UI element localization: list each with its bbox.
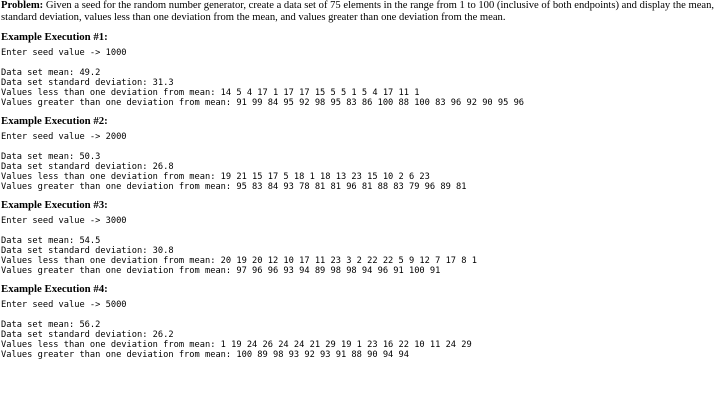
blank-line (0, 310, 716, 320)
std-line: Data set standard deviation: 31.3 (1, 78, 174, 88)
mean-line: Data set mean: 54.5 (1, 236, 101, 246)
less-values-line: Values less than one deviation from mean: 19 21 15 17 5 18 1 18 13 23 15 10 2 6 23 (1, 172, 430, 182)
greater-values-line: Values greater than one deviation from mean: 95 83 84 93 78 81 81 96 81 88 83 79 96 89 81 (1, 182, 467, 192)
less-values-line: Values less than one deviation from mean: 1 19 24 26 24 24 21 29 19 1 23 16 22 10 11 24 29 (1, 340, 472, 350)
mean-line: Data set mean: 50.3 (1, 152, 101, 162)
seed-prompt: Enter seed value -> 3000 (1, 216, 127, 226)
greater-values-line: Values greater than one deviation from mean: 100 89 98 93 92 93 91 88 90 94 94 (1, 350, 409, 360)
blank-line (0, 226, 716, 236)
seed-prompt: Enter seed value -> 2000 (1, 132, 127, 142)
example-heading: Example Execution #1: (1, 31, 108, 43)
problem-text: Given a seed for the random number generator, create a data set of 75 elements in the range from 1 to 100 (inclusive of both endpoints) and display the mean, standard deviation, values less than one deviation from the mean, and values greater than one deviation from the mean. (1, 0, 715, 23)
greater-values-line: Values greater than one deviation from mean: 97 96 96 93 94 89 98 98 94 96 91 100 91 (1, 266, 441, 276)
example-3 (0, 199, 716, 276)
less-values-line: Values less than one deviation from mean: 20 19 20 12 10 17 11 23 3 2 22 22 5 9 12 7 17 8 1 (1, 256, 477, 266)
example-4 (0, 283, 716, 360)
problem-label: Problem: (1, 0, 44, 11)
blank-line (0, 142, 716, 152)
example-heading: Example Execution #2: (1, 115, 108, 127)
std-line: Data set standard deviation: 26.8 (1, 162, 174, 172)
mean-line: Data set mean: 49.2 (1, 68, 101, 78)
example-heading: Example Execution #3: (1, 199, 108, 211)
problem-statement (0, 0, 716, 24)
blank-line (0, 58, 716, 68)
seed-prompt: Enter seed value -> 1000 (1, 48, 127, 58)
less-values-line: Values less than one deviation from mean: 14 5 4 17 1 17 17 15 5 5 1 5 4 17 11 1 (1, 88, 420, 98)
seed-prompt: Enter seed value -> 5000 (1, 300, 127, 310)
std-line: Data set standard deviation: 30.8 (1, 246, 174, 256)
example-1 (0, 31, 716, 108)
mean-line: Data set mean: 56.2 (1, 320, 101, 330)
example-2 (0, 115, 716, 192)
example-heading: Example Execution #4: (1, 283, 108, 295)
std-line: Data set standard deviation: 26.2 (1, 330, 174, 340)
greater-values-line: Values greater than one deviation from mean: 91 99 84 95 92 98 95 83 86 100 88 100 83 96 92 90 95 96 (1, 98, 525, 108)
